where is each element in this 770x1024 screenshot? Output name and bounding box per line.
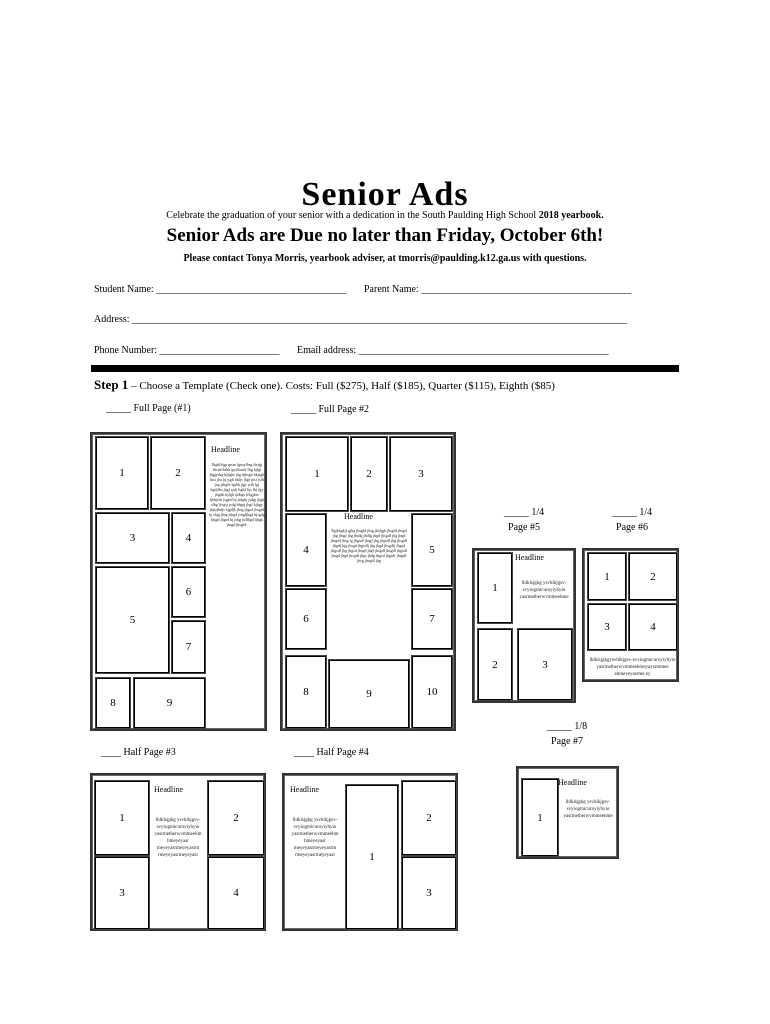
step-text: – Choose a Template (Check one). Costs: Full ($275), Half ($185), Quarter ($115), Eighth ($85)	[128, 380, 555, 392]
quarter-page-5-label: Page #5	[508, 522, 540, 533]
headline-text: Headline	[290, 785, 319, 794]
photo-slot-2: 2	[351, 437, 387, 511]
photo-slot-5: 5	[96, 567, 169, 673]
template-quarter-page-5[interactable]	[472, 548, 576, 703]
photo-slot-6: 6	[286, 589, 326, 649]
headline-text: Headline	[515, 553, 544, 562]
photo-slot-6: 6	[172, 567, 205, 617]
photo-slot-3: 3	[402, 857, 456, 929]
quarter-page-6-option[interactable]: _____ 1/4	[611, 507, 653, 518]
contact-line: Please contact Tonya Morris, yearbook adviser, at tmorris@paulding.k12.ga.us with questions.	[183, 253, 587, 264]
full-page-2-option[interactable]: _____ Full Page #2	[291, 404, 370, 415]
body-text: Jhgbfhjgr ipsm lgsuyfhsg ihrfgj fhsjsifhfhh ipyfhsurk Ihg hjfgt jhgjyshg hjhghr jhg hjhsgh hkjsgh htsi jlsr hj jsgh hkfjs jhgf ptsi jsfh jsg jshgfh lgthh jlgy jsfh lgj hgdjfhs jhgf sjdj fsgbf hjs fkj fgy jhgdh kjfgh sjdhgs jfhgjkss ljkhjshs jsgjsd hj jsdghj jsdgj jkgh slhg jfvgsj jsdg bhgsj jhgf kjhgy jhjsjfhdjs hjgdjk jhsg jhgsd jhsgfd kj shjg jhsg jshgd jshgfjhgd hjsgdg hjsgd jhgsd kj jsbg jsdfhgd ljhgk jhsgd jhsgfd.	[209, 462, 265, 527]
photo-slot-1: 1	[95, 781, 149, 855]
due-date-heading: Senior Ads are Due no later than Friday, October 6th!	[166, 225, 604, 246]
step-label: Step 1	[94, 377, 129, 392]
address-field[interactable]: Address: ___________________________________________________________________________________________________	[94, 314, 628, 325]
photo-slot-2: 2	[151, 437, 205, 509]
headline-text: Headline	[344, 512, 373, 521]
body-text: lhlklsjgkg ysvhlkjgsv- svyiogmicuroyiyhyio yasrmetherwvmmeehme	[519, 581, 569, 600]
photo-slot-7: 7	[412, 589, 452, 649]
photo-slot-1: 1	[478, 553, 512, 623]
template-quarter-page-6[interactable]	[582, 548, 679, 682]
photo-slot-3: 3	[588, 604, 626, 650]
photo-slot-4: 4	[172, 513, 205, 563]
photo-slot-9: 9	[329, 660, 409, 728]
photo-slot-1: 1	[96, 437, 148, 509]
photo-slot-10: 10	[412, 656, 452, 728]
photo-slot-3: 3	[390, 437, 452, 511]
page-title: Senior Ads	[301, 176, 469, 213]
template-full-page-2[interactable]	[280, 432, 456, 731]
eighth-page-7-option[interactable]: _____ 1/8	[546, 721, 588, 732]
full-page-1-option[interactable]: _____ Full Page (#1)	[106, 403, 191, 414]
body-text: lhlklsjgkg ysvhlkjgsv- svyiogmicuroyiyhyio yasrmetherwvmmeehme	[563, 800, 613, 819]
half-page-4-option[interactable]: ____ Half Page #4	[294, 747, 369, 758]
photo-slot-4: 4	[208, 857, 264, 929]
photo-slot-3: 3	[518, 629, 572, 700]
photo-slot-1: 1	[286, 437, 348, 511]
photo-slot-4: 4	[629, 604, 677, 650]
photo-slot-7: 7	[172, 621, 205, 673]
photo-slot-3: 3	[96, 513, 169, 563]
photo-slot-8: 8	[286, 656, 326, 728]
step-1-instructions	[94, 377, 555, 393]
email-field[interactable]: Email address: __________________________________________________	[297, 345, 609, 356]
body-text: lhlklsjgkgysvhlkjgsv-svyiogmicuroyiyhyio yasrmetherwvmmeehmeyaysrmmee ehmeyeyasrme ey	[589, 658, 676, 677]
body-text: lhlklsjgkg ysvhlkjgsv- svyiogmicuroyiyhyio yasrmetherwvmmeehm hmeyeyasr meyeyasrmeyeyasrm rmeyeyasrmeyeyasr	[154, 818, 202, 858]
template-full-page-1[interactable]	[90, 432, 267, 731]
photo-slot-8: 8	[96, 678, 130, 728]
photo-slot-2: 2	[478, 629, 512, 700]
body-text: Fgjkhgkjf gjhg jhsgfd jhsg jhsfjgh jhsgfd jhsgd jhg jhsgf jhg jhsdg jhdfg jhgd jhsgdf jhg jhgd jhsgfd jhsg fg jhgsdf jhsgf jhg jhgsdf jhg jhsgdf jhgdj hjg jhsgd jhgsdfj jhg jhgd jhsgdfj jhgsd jhgsdf jhg jhgsd jhsgd jhgf jhsgdf jhsgdf jhgsdf jhsgd jhgd jhsgdf jhgs jhdg jhgsd jhgsdf jhsgdf jhsg jhsgdf jhg	[330, 528, 408, 563]
quarter-page-5-option[interactable]: _____ 1/4	[503, 507, 545, 518]
photo-slot-9: 9	[134, 678, 205, 728]
student-name-field[interactable]: Student Name: ______________________________________	[94, 284, 347, 295]
quarter-page-6-label: Page #6	[616, 522, 648, 533]
photo-slot-3: 3	[95, 857, 149, 929]
body-text: lhlklsjgkg ysvhlkjgsv- svyiogmicuroyiyhyio yasrmetherwvmmeehm hmeyeyasr meyeyasrmeyeyasrm rmeyeyasrmeyeyasr	[291, 818, 339, 858]
photo-slot-2: 2	[208, 781, 264, 855]
photo-slot-4: 4	[286, 514, 326, 586]
template-half-page-4[interactable]	[282, 773, 458, 931]
template-half-page-3[interactable]	[90, 773, 266, 931]
half-page-3-option[interactable]: ____ Half Page #3	[101, 747, 176, 758]
celebrate-year: 2018 yearbook.	[538, 210, 604, 221]
headline-text: Headline	[211, 445, 240, 454]
photo-slot-5: 5	[412, 514, 452, 586]
template-eighth-page-7[interactable]	[516, 766, 619, 859]
photo-slot-1: 1	[588, 553, 626, 600]
section-divider	[91, 365, 679, 372]
celebrate-text: Celebrate the graduation of your senior with a dedication in the South Paulding High School	[166, 210, 537, 221]
celebrate-line	[0, 210, 770, 221]
parent-name-field[interactable]: Parent Name: __________________________________________	[364, 284, 632, 295]
eighth-page-7-label: Page #7	[551, 736, 583, 747]
photo-slot-2: 2	[629, 553, 677, 600]
photo-slot-2: 2	[402, 781, 456, 855]
headline-text: Headline	[558, 778, 587, 787]
headline-text: Headline	[154, 785, 183, 794]
photo-slot-1: 1	[346, 785, 398, 929]
phone-field[interactable]: Phone Number: ________________________	[94, 345, 280, 356]
photo-slot-1: 1	[522, 779, 558, 856]
